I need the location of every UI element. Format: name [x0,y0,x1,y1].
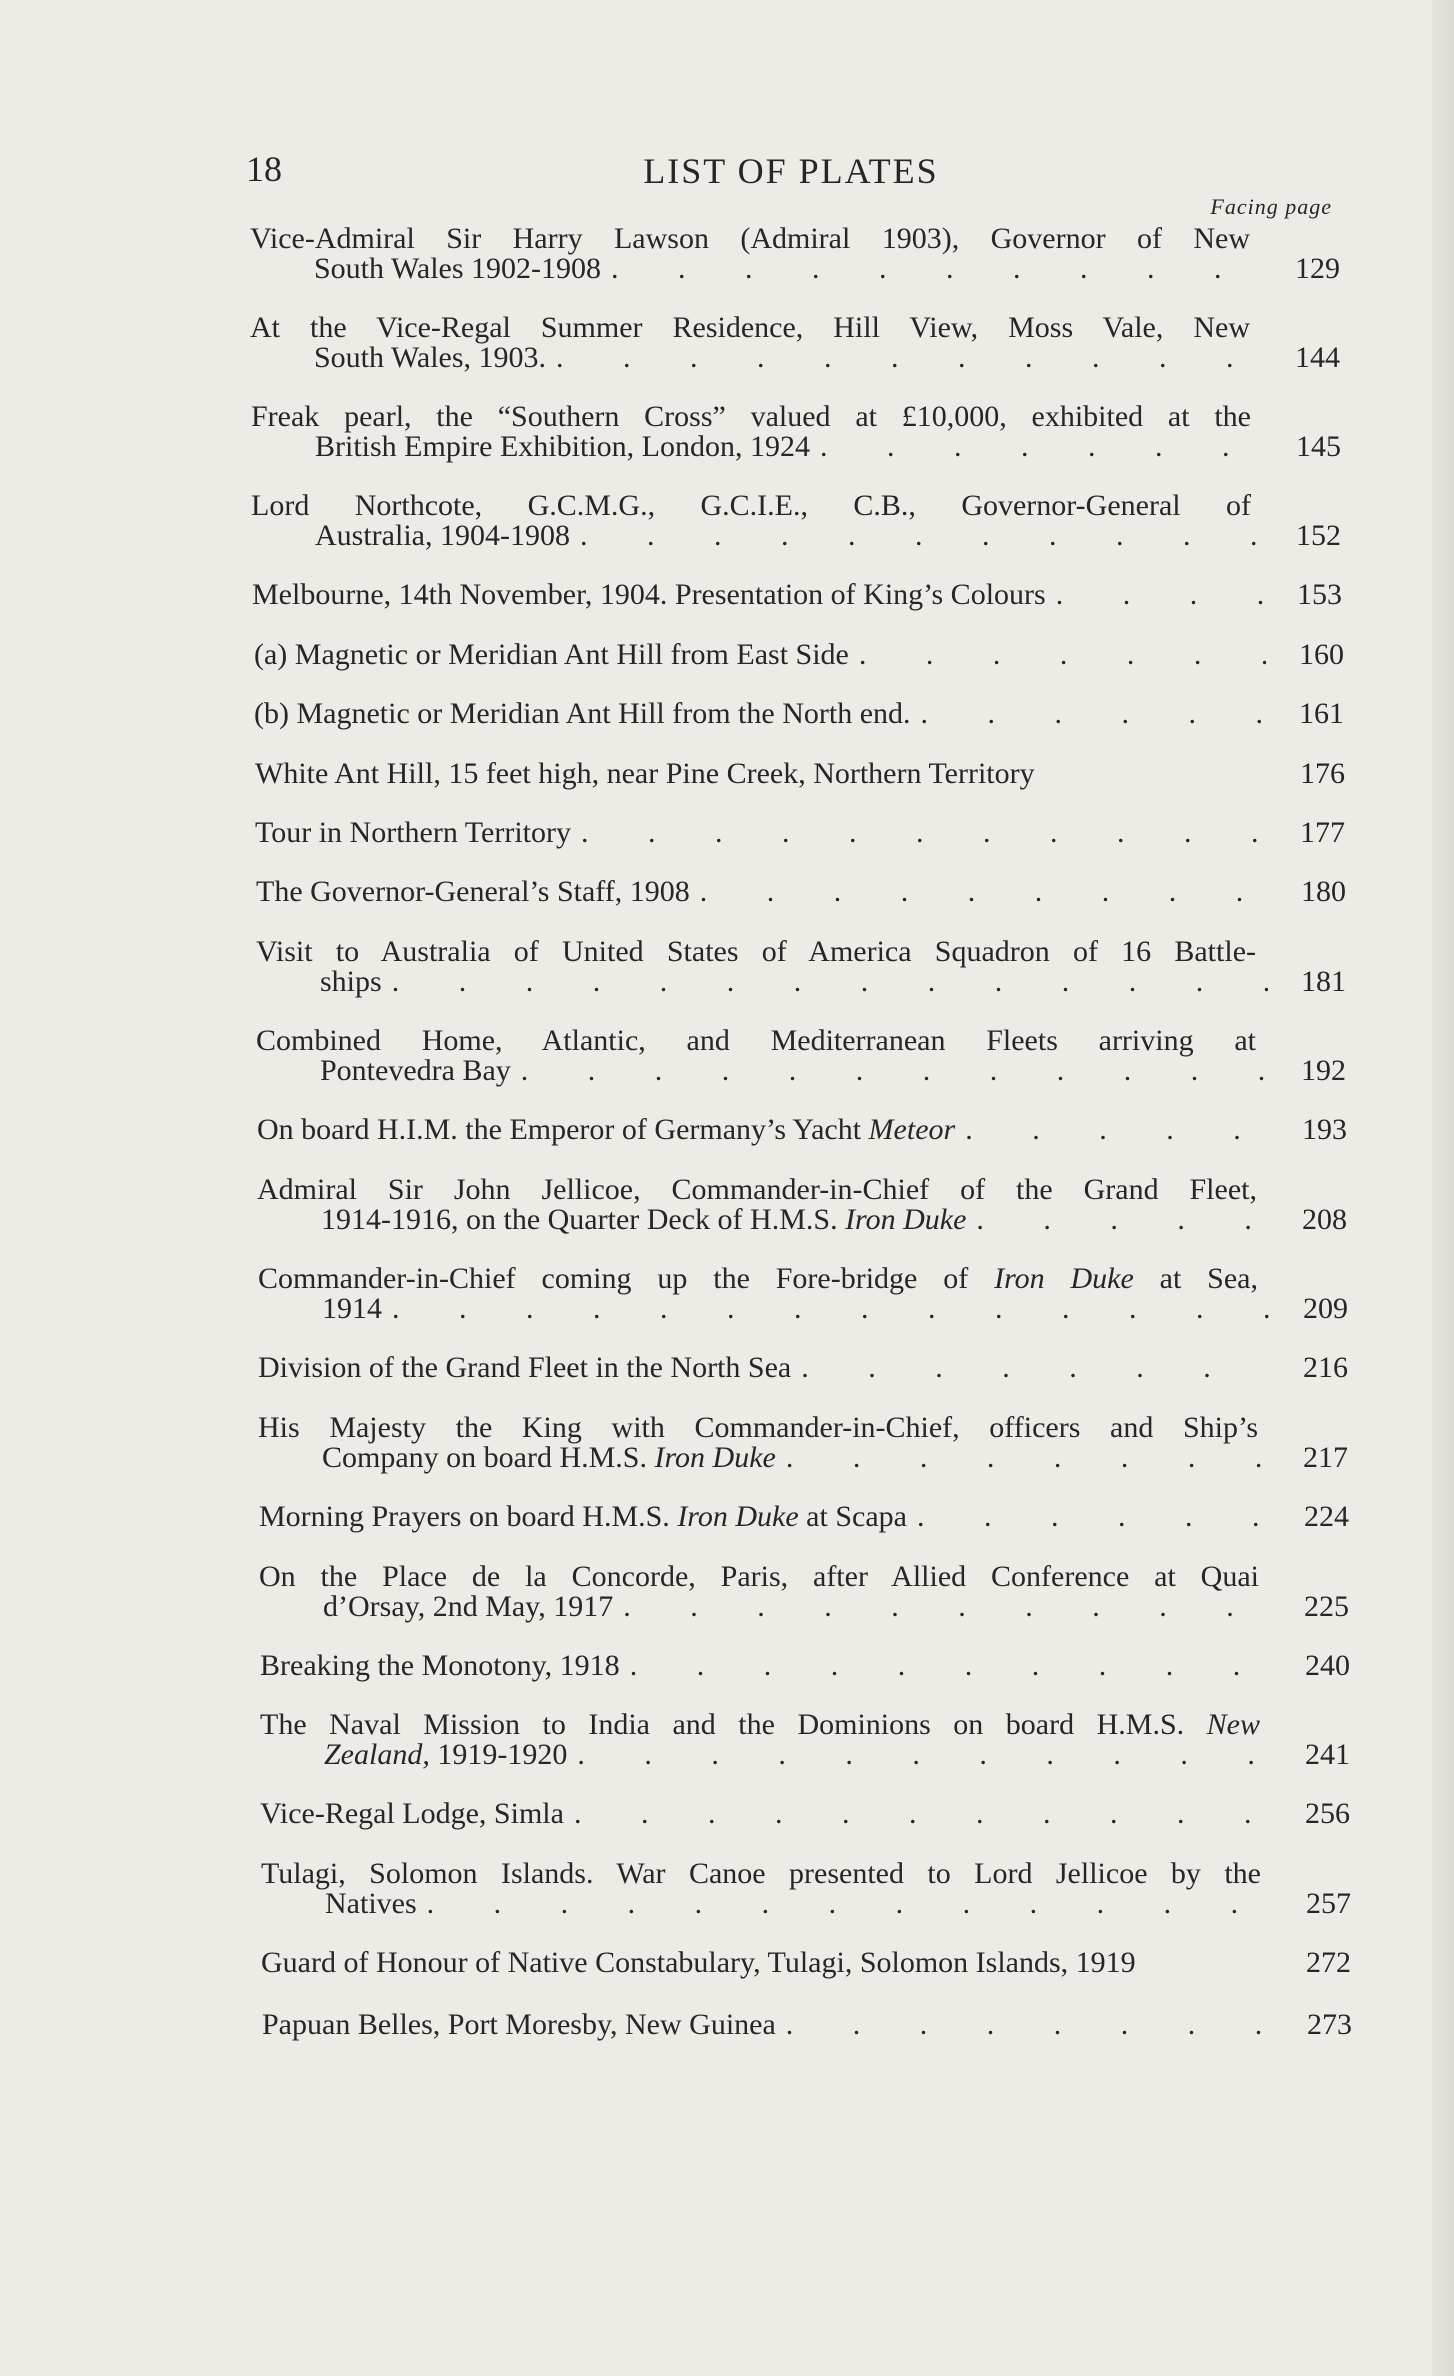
facing-page-label: Facing page [1210,194,1332,219]
plate-title [257,1115,955,1145]
dot-leader [580,521,1263,551]
plate-title-line [259,1502,1349,1532]
plate-title-line1 [250,224,1340,254]
plate-entry [256,937,1346,997]
plate-title-text: White Ant Hill, 15 feet high, near Pine Creek, Northern Territory [255,757,1035,790]
plate-title-text: Visit to Australia of United States of America Squadron of 16 Battle- [256,935,1256,968]
plate-title-text: The Governor-General’s Staff, 1908 [256,875,690,908]
plate-title-text: 1914 [322,1292,382,1325]
dot-leader [976,1205,1269,1235]
plate-title-text: Company on board H.M.S. [322,1441,655,1474]
plate-title-text: Freak pearl, the “Southern Cross” valued at £10,000, exhibited at the [251,400,1251,433]
plate-entry [254,699,1344,729]
plate-title [254,640,849,670]
dot-leader [577,1740,1272,1770]
plate-title [260,1651,620,1681]
plate-title-line2 [258,1443,1348,1473]
plate-entry [261,1859,1351,1919]
plate-entry [255,818,1345,848]
ship-name: Iron Duke [677,1500,799,1533]
plate-title-text: Papuan Belles, Port Moresby, New Guinea [262,2008,776,2041]
plate-title-text: Natives [325,1887,417,1920]
plate-title-line2 [258,1294,1348,1324]
plate-title-continuation [325,1889,417,1919]
plate-title [262,2010,776,2040]
dot-leader [392,967,1268,997]
dot-leader [574,1799,1272,1829]
plate-entry [252,580,1342,610]
plate-title-line1 [257,1175,1347,1205]
dot-leader [700,877,1268,907]
plate-entry [255,759,1345,789]
plate-title-line [257,1115,1347,1145]
facing-page-number: 192 [1301,1054,1346,1087]
ship-name: Zealand, [324,1738,430,1771]
plate-entry [258,1264,1348,1324]
plate-title-text: Tulagi, Solomon Islands. War Canoe presented to Lord Jellicoe by the [261,1857,1261,1890]
plate-title-text: Guard of Honour of Native Constabulary, Tulagi, Solomon Islands, 1919 [261,1946,1136,1979]
facing-page-number: 152 [1296,519,1341,552]
plate-title-continuation [314,254,601,284]
dot-leader [427,1889,1273,1919]
facing-page-number: 180 [1301,875,1346,908]
facing-page-number: 129 [1295,252,1340,285]
page-header [246,148,1336,198]
ship-name: Meteor [868,1113,956,1146]
plate-title-continuation [322,1443,776,1473]
page-edge [1432,0,1454,2376]
plate-title-continuation [315,521,570,551]
plate-entry [260,1710,1350,1770]
plate-entry [262,2010,1352,2040]
plate-title-text: At the Vice-Regal Summer Residence, Hill View, Moss Vale, New [250,311,1250,344]
plate-title-continuation [315,432,810,462]
plate-title-line2 [256,1056,1346,1086]
plate-title [256,877,690,907]
plate-title-continuation [314,343,546,373]
plate-title-line [261,1948,1351,1978]
plate-entry [251,402,1341,462]
plate-title-text: Vice-Admiral Sir Harry Lawson (Admiral 1903), Governor of New [250,222,1250,255]
dot-leader [581,818,1267,848]
facing-page-number: 256 [1305,1797,1350,1830]
plate-title-line [260,1799,1350,1829]
facing-page-number: 273 [1307,2008,1352,2041]
plate-title-continuation [324,1740,567,1770]
facing-page-number: 209 [1303,1292,1348,1325]
plate-title-text: Morning Prayers on board H.M.S. [259,1500,678,1533]
plate-title-text: (a) Magnetic or Meridian Ant Hill from East Side [254,638,849,671]
facing-page-number: 160 [1299,638,1344,671]
plate-title-line1 [261,1859,1351,1889]
plate-title-text: 1914-1916, on the Quarter Deck of H.M.S. [321,1203,846,1236]
plate-entry [256,1026,1346,1086]
facing-page-number: 208 [1302,1203,1347,1236]
dot-leader [521,1056,1268,1086]
plate-title-line2 [250,343,1340,373]
plate-title-text: Vice-Regal Lodge, Simla [260,1797,564,1830]
plate-title-line2 [251,521,1341,551]
facing-page-number: 225 [1304,1590,1349,1623]
dot-leader [820,432,1263,462]
plate-title-text: d’Orsay, 2nd May, 1917 [323,1590,614,1623]
plate-title-line1 [258,1413,1348,1443]
plate-title-line1 [251,491,1341,521]
plate-title-continuation [321,1205,966,1235]
plate-title-line2 [261,1889,1351,1919]
plate-title-text: South Wales 1902-1908 [314,252,602,285]
plate-title-line [254,640,1344,670]
facing-page-number: 153 [1297,578,1342,611]
plate-title [255,759,1035,789]
dot-leader [917,1502,1271,1532]
ship-name: Iron Duke [994,1262,1134,1295]
plate-title-text: On board H.I.M. the Emperor of Germany’s Yacht [257,1113,869,1146]
dot-leader [786,1443,1270,1473]
plate-title-text: South Wales, 1903. [314,341,547,374]
facing-page-number: 193 [1302,1113,1347,1146]
plate-entry [256,877,1346,907]
dot-leader [630,1651,1272,1681]
facing-page-number: 272 [1306,1946,1351,1979]
plate-title-text: On the Place de la Concorde, Paris, after Allied Conference at Quai [259,1560,1259,1593]
plate-title-text: Tour in Northern Territory [255,816,571,849]
plate-title-line2 [250,254,1340,284]
plate-title-text: Combined Home, Atlantic, and Mediterranean Fleets arriving at [256,1024,1256,1057]
ship-name: Iron Duke [845,1203,967,1236]
facing-page-number: 144 [1295,341,1340,374]
plate-entry [250,313,1340,373]
running-title: LIST OF PLATES [643,151,939,191]
plate-title [255,818,571,848]
plate-entry [260,1651,1350,1681]
dot-leader [801,1353,1270,1383]
dot-leader [392,1294,1270,1324]
facing-page-number: 176 [1300,757,1345,790]
plate-title-text: at Sea, [1133,1262,1259,1295]
plate-title-line1 [260,1710,1350,1740]
dot-leader [623,1592,1271,1622]
plate-title-line [262,2010,1352,2040]
facing-page-number: 216 [1303,1351,1348,1384]
plate-title-line1 [256,937,1346,967]
facing-page-number: 217 [1303,1441,1348,1474]
plate-title-text: Admiral Sir John Jellicoe, Commander-in-Chief of the Grand Fleet, [257,1173,1257,1206]
plate-title-text: 1919-1920 [429,1738,568,1771]
plate-title [254,699,911,729]
ship-name: Iron Duke [654,1441,776,1474]
plate-title-line1 [250,313,1340,343]
plate-title-line [254,699,1344,729]
plate-title-line [256,877,1346,907]
plate-title [258,1353,791,1383]
plate-title-text: British Empire Exhibition, London, 1924 [315,430,810,463]
dot-leader [921,699,1266,729]
plate-title-line2 [259,1592,1349,1622]
plate-title-line [260,1651,1350,1681]
plate-entry [259,1562,1349,1622]
plate-title-continuation [320,1056,511,1086]
plate-entry [261,1948,1351,1978]
plate-title-line1 [251,402,1341,432]
facing-page-number: 224 [1304,1500,1349,1533]
facing-page-number: 257 [1306,1887,1351,1920]
facing-page-number: 241 [1305,1738,1350,1771]
plate-entry [258,1413,1348,1473]
plate-title-text: at Scapa [798,1500,907,1533]
plate-title-text: Lord Northcote, G.C.M.G., G.C.I.E., C.B., Governor-General of [251,489,1251,522]
plate-title-line [255,818,1345,848]
plate-title-line2 [260,1740,1350,1770]
plate-title-text: Division of the Grand Fleet in the North Sea [258,1351,792,1384]
dot-leader [1056,580,1264,610]
plate-title-text: Breaking the Monotony, 1918 [260,1649,620,1682]
facing-page-number: 177 [1300,816,1345,849]
plate-title-continuation [320,967,382,997]
plate-title [252,580,1046,610]
plate-entry [259,1502,1349,1532]
plate-entry [258,1353,1348,1383]
plate-entry [250,224,1340,284]
plate-title-text: Australia, 1904-1908 [315,519,570,552]
dot-leader [611,254,1262,284]
plate-title-continuation [323,1592,613,1622]
plate-title-text: Commander-in-Chief coming up the Fore-bridge of [258,1262,995,1295]
plate-entry [251,491,1341,551]
plate-title [259,1502,907,1532]
plate-title [260,1799,564,1829]
plate-title-line1 [256,1026,1346,1056]
plate-entry [257,1115,1347,1145]
dot-leader [556,343,1262,373]
facing-page-number: 145 [1296,430,1341,463]
plate-title-line1 [259,1562,1349,1592]
plate-title-line2 [256,967,1346,997]
dot-leader [965,1115,1269,1145]
plate-title-line2 [257,1205,1347,1235]
plate-title-line1 [258,1264,1348,1294]
plate-title-text: Pontevedra Bay [320,1054,511,1087]
plate-title-text: ships [320,965,382,998]
ship-name: New [1206,1708,1260,1741]
page-number: 18 [246,149,282,189]
plate-title-line2 [251,432,1341,462]
facing-page-number: 181 [1301,965,1346,998]
plate-entry [257,1175,1347,1235]
plate-title-text: Melbourne, 14th November, 1904. Presentation of King’s Colours [252,578,1046,611]
dot-leader [859,640,1266,670]
plate-title [261,1948,1136,1978]
plate-entry [260,1799,1350,1829]
plate-title-line [258,1353,1348,1383]
dot-leader [786,2010,1274,2040]
plate-entry [254,640,1344,670]
plate-title-line [252,580,1342,610]
facing-page-number: 161 [1299,697,1344,730]
facing-page-number: 240 [1305,1649,1350,1682]
plate-title-text: The Naval Mission to India and the Dominions on board H.M.S. [260,1708,1207,1741]
plate-title-text: (b) Magnetic or Meridian Ant Hill from the North end. [254,697,911,730]
plate-title-line [255,759,1345,789]
plate-title-text: His Majesty the King with Commander-in-Chief, officers and Ship’s [258,1411,1258,1444]
plate-title-continuation [322,1294,382,1324]
